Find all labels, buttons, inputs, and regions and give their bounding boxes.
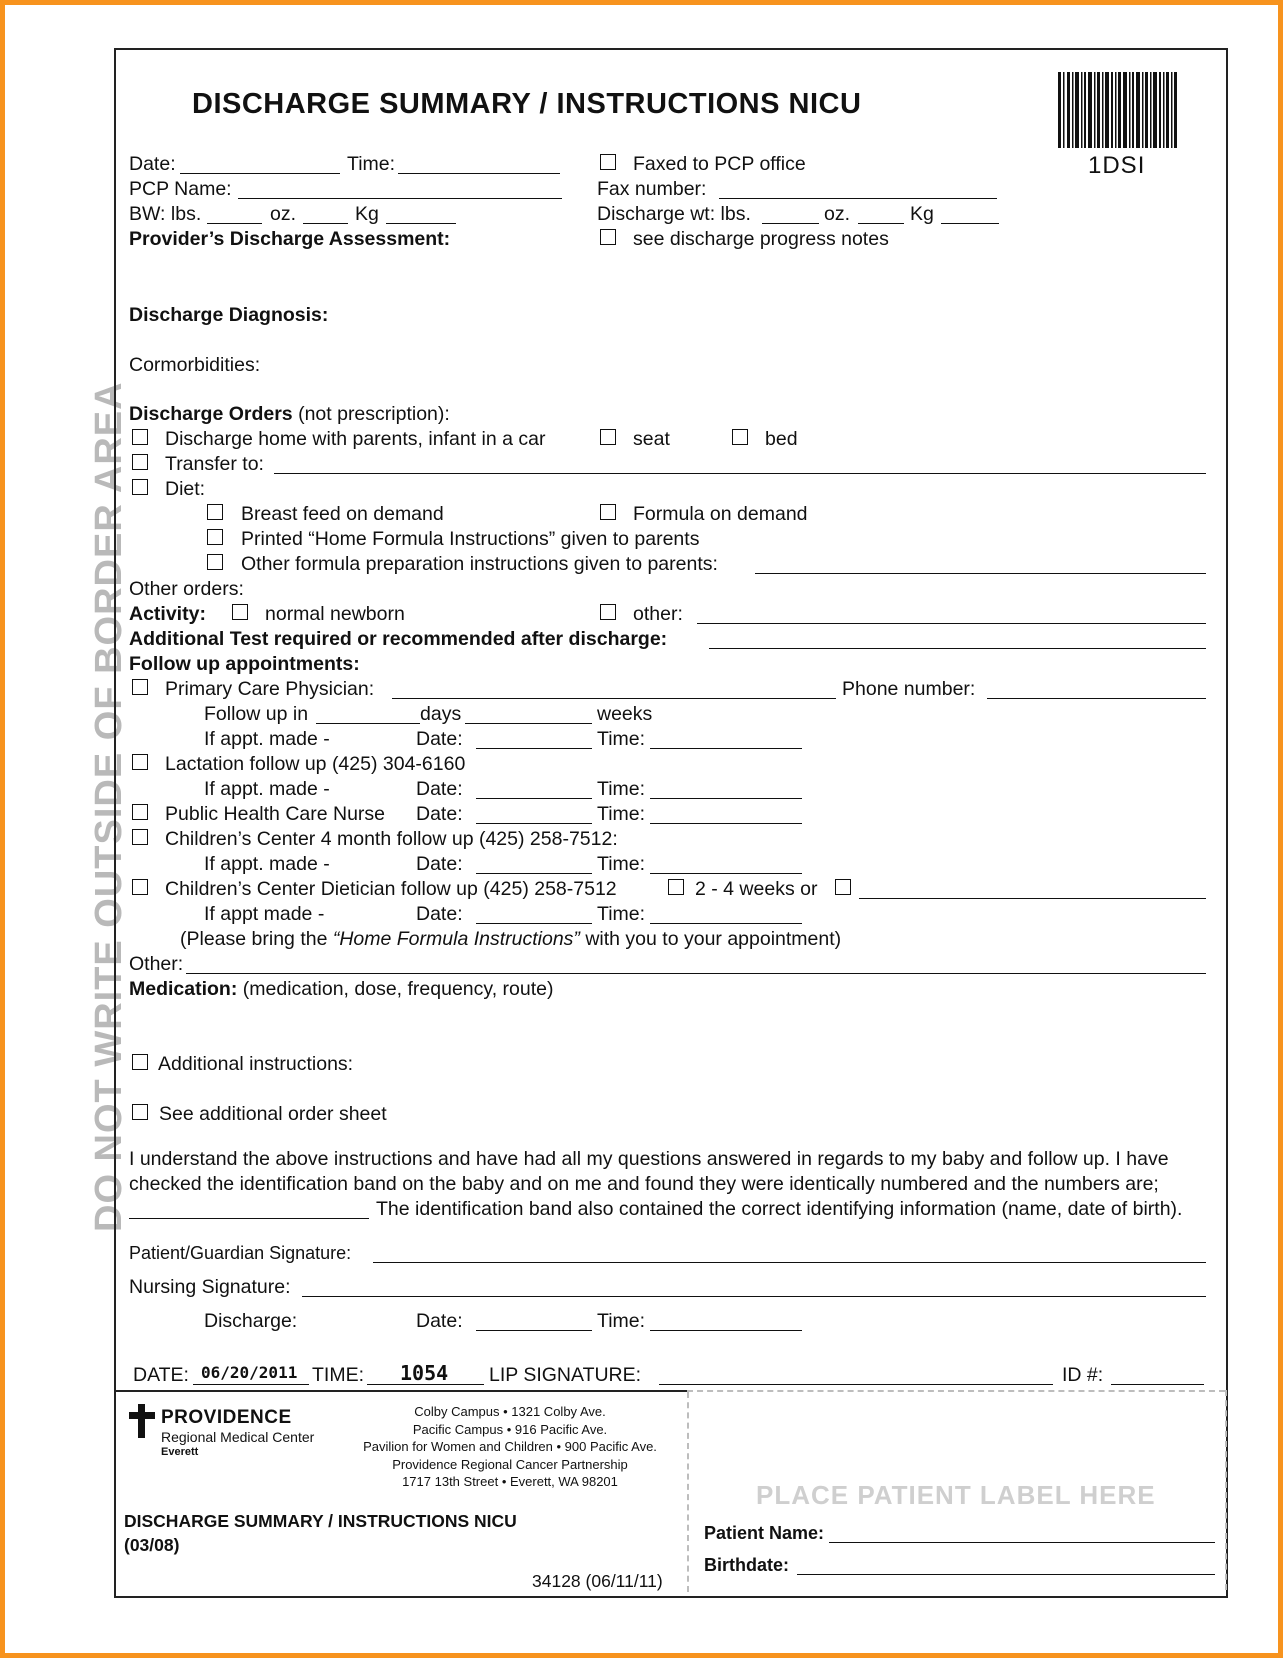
understand-line-1: I understand the above instructions and have had all my questions answered in regards to my baby and follow up. I have bbox=[129, 1148, 1169, 1170]
patient-name-field[interactable] bbox=[829, 1542, 1215, 1543]
bottom-date-field[interactable] bbox=[193, 1384, 309, 1385]
id-number-label: ID #: bbox=[1062, 1364, 1104, 1386]
bw-kg-field[interactable] bbox=[386, 223, 456, 224]
printed-instructions-checkbox[interactable] bbox=[207, 529, 223, 545]
additional-test-field[interactable] bbox=[709, 648, 1206, 649]
bw-lbs-field[interactable] bbox=[207, 223, 262, 224]
pcp-followup-checkbox[interactable] bbox=[132, 679, 148, 695]
dietician-checkbox[interactable] bbox=[132, 879, 148, 895]
transfer-label: Transfer to: bbox=[165, 453, 264, 475]
orders-heading: Discharge Orders (not prescription): bbox=[129, 403, 450, 425]
activity-label: Activity: bbox=[129, 603, 206, 625]
address-line: Colby Campus • 1321 Colby Ave. bbox=[414, 1404, 606, 1419]
car-bed-label: bed bbox=[765, 428, 798, 450]
dietician-time-field[interactable] bbox=[650, 923, 802, 924]
transfer-checkbox[interactable] bbox=[132, 454, 148, 470]
provider-assessment-label: Provider’s Discharge Assessment: bbox=[129, 228, 451, 250]
id-band-number-field[interactable] bbox=[129, 1218, 369, 1219]
logo-name: PROVIDENCE bbox=[161, 1407, 292, 1428]
other-formula-checkbox[interactable] bbox=[207, 554, 223, 570]
lactation-time-field[interactable] bbox=[650, 798, 802, 799]
discharge-kg-label: Kg bbox=[910, 203, 934, 225]
cc4-if-appt-label: If appt. made - bbox=[204, 853, 330, 875]
footer-form-revision: (03/08) bbox=[124, 1535, 180, 1555]
form-title: DISCHARGE SUMMARY / INSTRUCTIONS NICU bbox=[192, 88, 862, 120]
patient-label-placeholder: PLACE PATIENT LABEL HERE bbox=[756, 1480, 1156, 1510]
discharge-diagnosis-label: Discharge Diagnosis: bbox=[129, 304, 329, 326]
patient-name-label: Patient Name: bbox=[704, 1523, 825, 1543]
bottom-time-value: 1054 bbox=[400, 1361, 449, 1385]
address-line: Pacific Campus • 916 Pacific Ave. bbox=[412, 1421, 608, 1437]
nursing-signature-field[interactable] bbox=[302, 1296, 1206, 1297]
followup-other-label: Other: bbox=[129, 953, 184, 975]
faxed-label: Faxed to PCP office bbox=[633, 153, 806, 175]
label-area-top-edge bbox=[687, 1390, 1225, 1392]
bw-oz-field[interactable] bbox=[303, 223, 348, 224]
understand-line-2: checked the identification band on the baby and on me and found they were identically numbered and the numbers are; bbox=[129, 1173, 1159, 1195]
discharge-kg-field[interactable] bbox=[941, 223, 999, 224]
fax-number-field[interactable] bbox=[719, 198, 997, 199]
normal-newborn-checkbox[interactable] bbox=[232, 604, 248, 620]
understand-line-3: The identification band also contained the correct identifying information (name, date of birth). bbox=[376, 1198, 1183, 1220]
date-label: Date: bbox=[129, 153, 176, 175]
birthdate-label: Birthdate: bbox=[704, 1555, 789, 1575]
fax-number-label: Fax number: bbox=[597, 178, 707, 200]
barcode-label: 1DSI bbox=[1088, 152, 1146, 179]
birthdate-field[interactable] bbox=[797, 1574, 1215, 1575]
discharge-home-label: Discharge home with parents, infant in a car bbox=[165, 428, 546, 450]
other-formula-field[interactable] bbox=[755, 573, 1206, 574]
phn-time-label: Time: bbox=[597, 803, 646, 825]
medication-label: Medication: (medication, dose, frequency, route) bbox=[129, 978, 554, 1000]
pcp-name-field[interactable] bbox=[238, 198, 562, 199]
formula-demand-checkbox[interactable] bbox=[600, 504, 616, 520]
discharge-date-label: Date: bbox=[416, 1310, 463, 1332]
two-four-weeks-label: 2 - 4 weeks or bbox=[695, 878, 818, 900]
follow-up-in-label: Follow up in bbox=[204, 703, 309, 725]
address-line: Providence Regional Cancer Partnership bbox=[392, 1456, 628, 1472]
cc4-checkbox[interactable] bbox=[132, 829, 148, 845]
breast-feed-checkbox[interactable] bbox=[207, 504, 223, 520]
formula-demand-label: Formula on demand bbox=[633, 503, 808, 525]
phone-number-field[interactable] bbox=[987, 698, 1206, 699]
appt-time-field[interactable] bbox=[650, 748, 802, 749]
appt-date-field[interactable] bbox=[476, 748, 592, 749]
diet-checkbox[interactable] bbox=[132, 479, 148, 495]
activity-other-label: other: bbox=[633, 603, 683, 625]
bottom-time-field[interactable] bbox=[367, 1384, 484, 1385]
campus-addresses bbox=[352, 1403, 668, 1491]
address-line: Pavilion for Women and Children • 900 Pacific Ave. bbox=[363, 1439, 657, 1454]
printed-instructions-label: Printed “Home Formula Instructions” given to parents bbox=[241, 528, 700, 550]
bw-label: BW: lbs. bbox=[129, 203, 202, 225]
discharge-time-label: Time: bbox=[597, 1310, 646, 1332]
appt-date-label: Date: bbox=[416, 728, 463, 750]
bottom-date-label: DATE: bbox=[133, 1364, 189, 1386]
pcp-name-label: PCP Name: bbox=[129, 178, 232, 200]
faxed-checkbox[interactable] bbox=[600, 154, 616, 170]
see-additional-label: See additional order sheet bbox=[159, 1103, 387, 1125]
appt-time-label: Time: bbox=[597, 728, 646, 750]
id-number-field[interactable] bbox=[1111, 1384, 1204, 1385]
normal-newborn-label: normal newborn bbox=[265, 603, 405, 625]
activity-other-checkbox[interactable] bbox=[600, 604, 616, 620]
other-formula-label: Other formula preparation instructions given to parents: bbox=[241, 553, 718, 575]
border-warning: DO NOT WRITE OUTSIDE OF BORDER AREA bbox=[88, 381, 130, 1232]
car-seat-label: seat bbox=[633, 428, 670, 450]
activity-other-field[interactable] bbox=[697, 623, 1206, 624]
phn-date-field[interactable] bbox=[476, 823, 592, 824]
see-notes-label: see discharge progress notes bbox=[633, 228, 889, 250]
weeks-label: weeks bbox=[597, 703, 653, 725]
phn-date-label: Date: bbox=[416, 803, 463, 825]
lactation-label: Lactation follow up (425) 304-6160 bbox=[165, 753, 466, 775]
lactation-checkbox[interactable] bbox=[132, 754, 148, 770]
dietician-date-label: Date: bbox=[416, 903, 463, 925]
patient-signature-label: Patient/Guardian Signature: bbox=[129, 1243, 352, 1263]
nursing-signature-label: Nursing Signature: bbox=[129, 1276, 291, 1298]
see-additional-checkbox[interactable] bbox=[132, 1104, 148, 1120]
discharge-time-field[interactable] bbox=[650, 1330, 802, 1331]
followup-heading: Follow up appointments: bbox=[129, 653, 360, 675]
footer-divider bbox=[114, 1390, 687, 1392]
follow-weeks-field[interactable] bbox=[465, 723, 592, 724]
discharge-wt-label: Discharge wt: lbs. bbox=[597, 203, 751, 225]
address-line: 1717 13th Street • Everett, WA 98201 bbox=[402, 1474, 618, 1489]
time-label: Time: bbox=[347, 153, 396, 175]
car-seat-checkbox[interactable] bbox=[600, 429, 616, 445]
label-area-right-edge bbox=[1225, 1390, 1227, 1590]
breast-feed-label: Breast feed on demand bbox=[241, 503, 444, 525]
lactation-time-label: Time: bbox=[597, 778, 646, 800]
two-four-weeks-checkbox[interactable] bbox=[668, 879, 684, 895]
transfer-field[interactable] bbox=[274, 473, 1206, 474]
car-bed-checkbox[interactable] bbox=[732, 429, 748, 445]
cc4-label: Children’s Center 4 month follow up (425) 258-7512: bbox=[165, 828, 618, 850]
diet-label: Diet: bbox=[165, 478, 206, 500]
time-field[interactable] bbox=[398, 173, 560, 174]
phn-checkbox[interactable] bbox=[132, 804, 148, 820]
dietician-other-checkbox[interactable] bbox=[835, 879, 851, 895]
lip-signature-field[interactable] bbox=[659, 1384, 1053, 1385]
dietician-label: Children’s Center Dietician follow up (425) 258-7512 bbox=[165, 878, 617, 900]
dietician-time-label: Time: bbox=[597, 903, 646, 925]
patient-signature-field[interactable] bbox=[373, 1262, 1206, 1263]
discharge-lbs-field[interactable] bbox=[762, 223, 819, 224]
providence-cross-icon bbox=[129, 1404, 155, 1438]
lactation-date-label: Date: bbox=[416, 778, 463, 800]
cc4-time-label: Time: bbox=[597, 853, 646, 875]
discharge-label: Discharge: bbox=[204, 1310, 298, 1332]
see-notes-checkbox[interactable] bbox=[600, 229, 616, 245]
pcp-followup-field[interactable] bbox=[392, 698, 836, 699]
other-orders-label: Other orders: bbox=[129, 578, 244, 600]
dietician-date-field[interactable] bbox=[476, 923, 592, 924]
dietician-if-appt-label: If appt made - bbox=[204, 903, 325, 925]
bottom-time-label: TIME: bbox=[312, 1364, 364, 1386]
additional-instructions-label: Additional instructions: bbox=[158, 1053, 354, 1075]
cc4-time-field[interactable] bbox=[650, 873, 802, 874]
lactation-date-field[interactable] bbox=[476, 798, 592, 799]
pcp-followup-label: Primary Care Physician: bbox=[165, 678, 375, 700]
barcode-icon bbox=[1058, 72, 1178, 148]
if-appt-label: If appt. made - bbox=[204, 728, 330, 750]
logo-city: Everett bbox=[161, 1446, 199, 1458]
discharge-oz-label: oz. bbox=[824, 203, 851, 225]
lip-signature-label: LIP SIGNATURE: bbox=[489, 1364, 642, 1386]
dietician-other-field[interactable] bbox=[859, 898, 1206, 899]
logo-subtitle: Regional Medical Center bbox=[161, 1429, 315, 1445]
phn-label: Public Health Care Nurse bbox=[165, 803, 386, 825]
bottom-date-value: 06/20/2011 bbox=[201, 1363, 298, 1382]
label-area-left-edge bbox=[687, 1392, 689, 1592]
cc4-date-field[interactable] bbox=[476, 873, 592, 874]
phone-number-label: Phone number: bbox=[842, 678, 976, 700]
bw-kg-label: Kg bbox=[355, 203, 379, 225]
footer-form-title: DISCHARGE SUMMARY / INSTRUCTIONS NICU bbox=[124, 1511, 517, 1531]
form-number: 34128 (06/11/11) bbox=[532, 1571, 663, 1591]
follow-days-field[interactable] bbox=[316, 723, 420, 724]
bring-instructions-note: (Please bring the “Home Formula Instructions” with you to your appointment) bbox=[180, 928, 842, 950]
comorbidities-label: Cormorbidities: bbox=[129, 354, 261, 376]
lactation-if-appt-label: If appt. made - bbox=[204, 778, 330, 800]
date-field[interactable] bbox=[180, 173, 340, 174]
days-label: days bbox=[420, 703, 462, 725]
discharge-date-field[interactable] bbox=[476, 1330, 592, 1331]
additional-test-label: Additional Test required or recommended after discharge: bbox=[129, 628, 668, 650]
phn-time-field[interactable] bbox=[650, 823, 802, 824]
bw-oz-label: oz. bbox=[270, 203, 297, 225]
discharge-oz-field[interactable] bbox=[858, 223, 904, 224]
followup-other-field[interactable] bbox=[186, 973, 1206, 974]
additional-instructions-checkbox[interactable] bbox=[132, 1054, 148, 1070]
discharge-home-checkbox[interactable] bbox=[132, 429, 148, 445]
cc4-date-label: Date: bbox=[416, 853, 463, 875]
